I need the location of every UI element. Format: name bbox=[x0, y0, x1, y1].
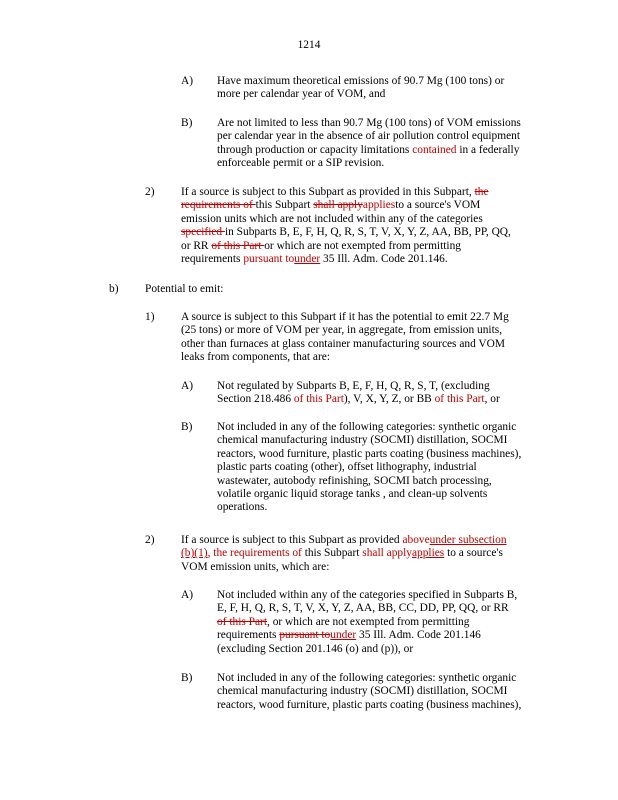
inserted-text: shall apply bbox=[362, 547, 412, 560]
inserted-text: of this Part bbox=[293, 393, 344, 406]
text-line: more per calendar year of VOM, and bbox=[217, 88, 386, 101]
text-line: Not included in any of the following categories: synthetic organic bbox=[217, 421, 517, 433]
text-run: to a source's VOM bbox=[395, 199, 481, 212]
text-line: volatile organic liquid storage tanks , and clean-up solvents bbox=[217, 488, 488, 501]
inserted-text: pursuant to bbox=[243, 253, 295, 266]
item-text bbox=[217, 589, 517, 656]
text-run: , or which are not exempted from permitting bbox=[267, 615, 470, 628]
deleted-text: shall apply bbox=[313, 199, 363, 212]
text-run: If a source is subject to this Subpart as provided bbox=[181, 534, 403, 546]
inserted-text: applies bbox=[411, 547, 445, 560]
text-line bbox=[181, 240, 511, 253]
text-line: enforceable permit or a SIP revision. bbox=[217, 157, 385, 170]
item-label: A) bbox=[181, 75, 194, 87]
text-line bbox=[181, 226, 511, 239]
page-number: 1214 bbox=[297, 39, 321, 51]
text-line: per calendar year in the absence of air pollution control equipment bbox=[217, 130, 520, 143]
text-line bbox=[217, 629, 517, 642]
deleted-text: requirements of bbox=[181, 199, 256, 212]
item-label: B) bbox=[181, 117, 193, 129]
text-line: E, F, H, Q, R, S, T, V, X, Y, Z, AA, BB, CC, DD, PP, QQ, or RR bbox=[217, 602, 509, 615]
text-line: (excluding Section 201.146 (o) and (p)), or bbox=[217, 642, 414, 655]
item-text bbox=[181, 186, 511, 266]
item-label: b) bbox=[109, 283, 119, 295]
deleted-text: of this Part bbox=[217, 615, 267, 628]
text-run: If a source is subject to this Subpart as provided in this Subpart, bbox=[181, 186, 475, 198]
text-line bbox=[217, 144, 521, 157]
text-run: requirements bbox=[181, 253, 244, 266]
item-text bbox=[217, 672, 521, 712]
text-line: Not included within any of the categories specified in Subparts B, bbox=[217, 589, 518, 601]
item-label: 2) bbox=[145, 186, 155, 198]
text-line bbox=[217, 616, 517, 629]
text-line bbox=[181, 186, 511, 199]
text-line: reactors, wood furniture, plastic parts coating (business machines), bbox=[217, 447, 522, 460]
item-label: B) bbox=[181, 421, 193, 433]
inserted-text: contained bbox=[412, 143, 457, 156]
text-line: chemical manufacturing industry (SOCMI) distillation, SOCMI bbox=[217, 434, 508, 447]
inserted-text: of this Part bbox=[434, 393, 485, 406]
item-text bbox=[181, 311, 509, 365]
item-label: A) bbox=[181, 380, 194, 392]
text-run: or which are not exempted from permitting bbox=[264, 239, 461, 252]
item-text bbox=[217, 380, 500, 407]
deleted-text: of this Part bbox=[211, 239, 265, 252]
text-run: , or bbox=[484, 393, 500, 406]
text-run: requirements bbox=[217, 629, 280, 642]
inserted-text: under bbox=[330, 629, 357, 642]
inserted-text: under bbox=[294, 253, 321, 266]
inserted-text: (b)(1) bbox=[181, 547, 208, 560]
text-run: this Subpart bbox=[301, 547, 363, 560]
text-line: A source is subject to this Subpart if it has the potential to emit 22.7 Mg bbox=[181, 311, 509, 323]
text-run: ), V, X, Y, Z, or BB bbox=[343, 393, 435, 406]
text-line: Have maximum theoretical emissions of 90.7 Mg (100 tons) or bbox=[217, 75, 505, 87]
inserted-text: applies bbox=[362, 199, 396, 212]
text-line: reactors, wood furniture, plastic parts coating (business machines), bbox=[217, 698, 522, 711]
section-heading: Potential to emit: bbox=[145, 283, 224, 295]
text-line bbox=[181, 253, 511, 266]
text-line: other than furnaces at glass container manufacturing sources and VOM bbox=[181, 337, 505, 350]
text-run: 35 Ill. Adm. Code 201.146. bbox=[320, 253, 448, 266]
text-line: operations. bbox=[217, 501, 268, 514]
text-line bbox=[181, 547, 507, 560]
text-line: chemical manufacturing industry (SOCMI) distillation, SOCMI bbox=[217, 685, 508, 698]
text-line: VOM emission units, which are: bbox=[181, 560, 330, 573]
item-text bbox=[217, 75, 504, 102]
text-run: through production or capacity limitations bbox=[217, 143, 413, 156]
text-run: or RR bbox=[181, 239, 212, 252]
text-line bbox=[181, 199, 511, 212]
text-line: leaks from components, that are: bbox=[181, 351, 330, 364]
item-text bbox=[181, 534, 507, 574]
text-run: 35 Ill. Adm. Code 201.146 bbox=[356, 629, 481, 642]
item-label: 2) bbox=[145, 534, 155, 546]
text-line: plastic parts coating (other), offset lithography, industrial bbox=[217, 461, 477, 474]
deleted-text: pursuant to bbox=[279, 629, 331, 642]
text-line bbox=[217, 393, 500, 406]
item-label: B) bbox=[181, 672, 193, 684]
item-text bbox=[217, 117, 521, 171]
text-run: in Subparts B, E, F, H, Q, R, S, T, V, X, Y, Z, AA, BB, PP, QQ, bbox=[224, 226, 511, 239]
item-text bbox=[217, 421, 521, 515]
deleted-text: the bbox=[474, 186, 489, 198]
inserted-text: above bbox=[402, 534, 430, 546]
text-line: Not included in any of the following categories: synthetic organic bbox=[217, 672, 517, 684]
deleted-text: specified bbox=[181, 226, 225, 239]
text-line: Are not limited to less than 90.7 Mg (100 tons) of VOM emissions bbox=[217, 117, 521, 129]
text-line: emission units which are not included within any of the categories bbox=[181, 212, 483, 225]
inserted-text: , the requirements of bbox=[207, 547, 302, 560]
text-line: wastewater, autobody refinishing, SOCMI batch processing, bbox=[217, 474, 492, 487]
text-run: Section 218.486 bbox=[217, 393, 294, 406]
text-run: to a source's bbox=[444, 547, 503, 560]
item-label: A) bbox=[181, 589, 194, 601]
text-line: Not regulated by Subparts B, E, F, H, Q, R, S, T, (excluding bbox=[217, 380, 490, 392]
item-label: 1) bbox=[145, 311, 155, 323]
text-run: in a federally bbox=[456, 143, 520, 156]
text-line: (25 tons) or more of VOM per year, in aggregate, from emission units, bbox=[181, 324, 503, 337]
inserted-text: under subsection bbox=[429, 534, 507, 546]
text-line bbox=[181, 534, 507, 547]
text-run: this Subpart bbox=[255, 199, 314, 212]
